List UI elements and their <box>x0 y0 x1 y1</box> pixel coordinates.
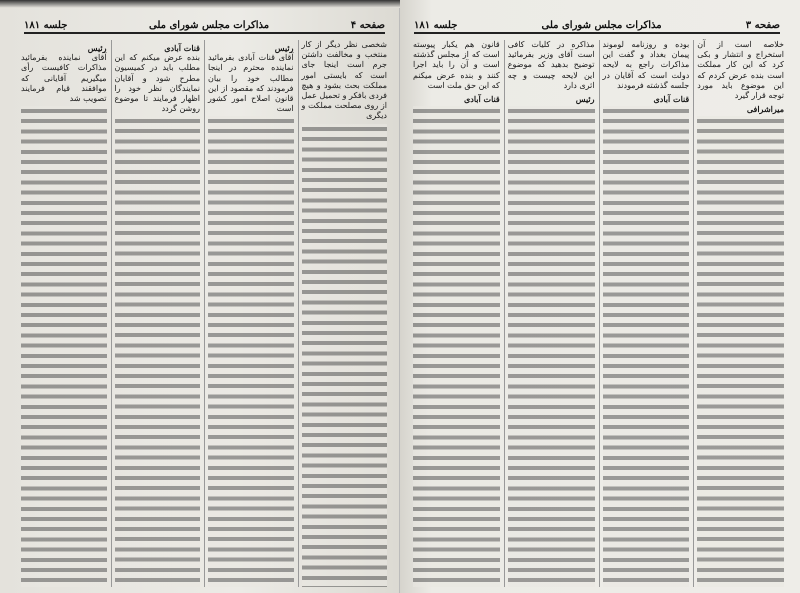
column-text: بنده عرض میکنم که این مطلب باید در کمیسیون مطرح شود و آقایان نمایندگان نظر خود را اظهار فرمایند تا موضوع روشن گردد <box>114 53 200 114</box>
session-number: جلسه ۱۸۱ <box>414 19 458 31</box>
illegible-text <box>697 116 784 587</box>
speaker-name: رئیس <box>87 43 107 53</box>
scan-shadow <box>0 0 400 8</box>
illegible-text <box>603 106 690 587</box>
text-column <box>204 40 294 587</box>
text-columns <box>18 40 387 587</box>
speaker-name: رئیس <box>575 94 595 105</box>
page-title: مذاکرات مجلس شورای ملی <box>149 19 270 31</box>
column-text: آقای نماینده بفرمائید مذاکرات کافیست رأی میگیریم آقایانی که موافقند قیام فرمایند تصویب شد <box>21 53 107 104</box>
column-text: قانون هم یکبار پیوسته است که از مجلس گذشته است و آن را باید اجرا کنند و بنده عرض میکنم که این حق ملت است <box>413 40 500 90</box>
text-column <box>410 40 500 587</box>
column-text: آقای قنات آبادی بفرمائید نماینده محترم در اینجا مطالب خود را بیان فرمودند که مقصود از این قانون اصلاح امور کشور است <box>208 53 294 114</box>
text-column <box>599 40 690 587</box>
session-number: جلسه ۱۸۱ <box>24 19 68 31</box>
text-columns <box>410 40 784 587</box>
illegible-text <box>208 116 294 587</box>
speaker-name: قنات آبادی <box>464 94 500 105</box>
illegible-text <box>302 124 388 587</box>
illegible-text <box>21 106 107 587</box>
page-number: صفحه ۴ <box>350 19 385 31</box>
speaker-name: میراشرافی <box>746 104 784 115</box>
page-number: صفحه ۳ <box>745 19 780 31</box>
illegible-text <box>413 106 500 587</box>
column-text: مذاکره در کلیات کافی است آقای وزیر بفرمائید توضیح بدهید که موضوع این لایحه چیست و چه اثری دارد <box>507 40 595 90</box>
page-3 <box>400 0 800 593</box>
page-header <box>24 20 385 34</box>
column-text: خلاصه است از آن استخراج و انتشار و بکی کرد که این کار مملکت است بنده عرض کردم که این موضوع باید مورد توجه قرار گیرد <box>697 40 784 101</box>
page-title: مذاکرات مجلس شورای ملی <box>541 19 662 31</box>
text-column <box>504 40 595 587</box>
text-column <box>18 40 107 587</box>
text-column <box>111 40 201 587</box>
page-header <box>414 20 780 34</box>
speaker-name: قنات آبادی <box>164 43 200 53</box>
speaker-name: رئیس <box>274 43 294 53</box>
text-column <box>298 40 388 587</box>
column-text: شخصی نظر دیگر از کار منتخب و مخالفت داشتن جرم است اینجا جای است که بایستی امور مملکت بحث بشود و هیچ فردی بافکر و تحمیل عمل از روی مصلحت مملکت و دیگری <box>301 40 387 121</box>
text-column <box>693 40 784 587</box>
speaker-name: قنات آبادی <box>653 94 690 105</box>
column-text: بوده و روزنامه لوموند پیمان بغداد و گفت این مذاکرات راجع به لایحه دولت است که آقایان در جلسه گذشته فرمودند <box>602 40 690 90</box>
illegible-text <box>115 116 201 587</box>
illegible-text <box>508 106 595 587</box>
